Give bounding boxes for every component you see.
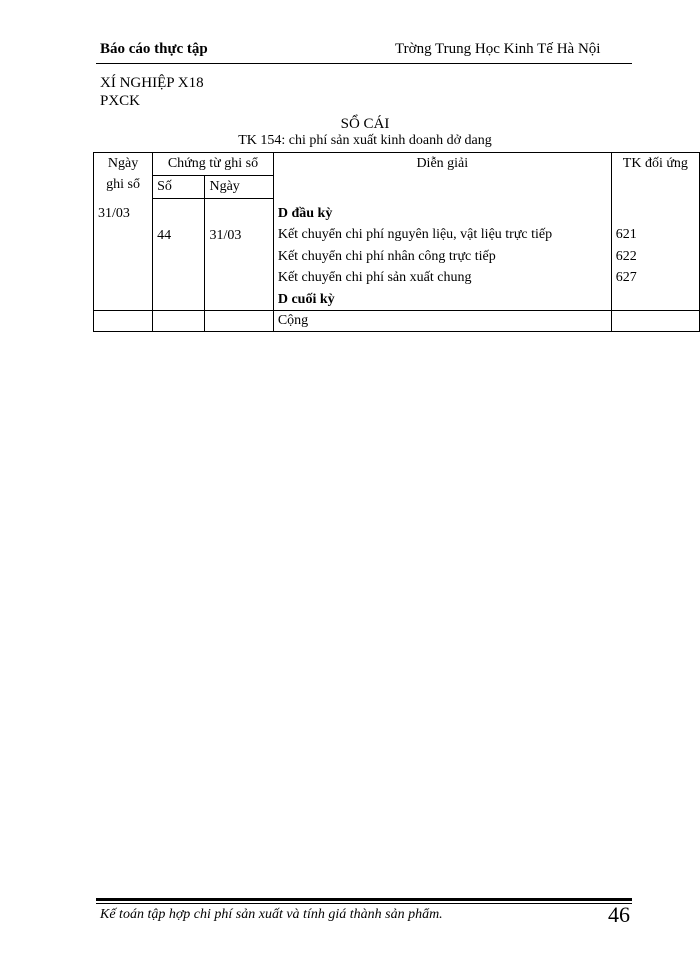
workshop-name: PXCK: [100, 93, 141, 109]
table-header-row: [94, 153, 700, 176]
cell-ngay: 31/03: [209, 227, 242, 243]
cell-tk: 622: [615, 248, 637, 264]
table-total-row: [94, 311, 700, 332]
header-chung-tu: Chứng từ ghi sổ: [153, 153, 274, 176]
header-dien-giai: Diễn giải: [273, 153, 611, 199]
ledger-table: [93, 152, 700, 332]
col-ngay: [205, 199, 273, 311]
cell-date: 31/03: [98, 205, 130, 221]
footer-text: Kế toán tập hợp chi phí sản xuất và tính giá thành sản phẩm.: [100, 907, 443, 922]
page-number: 46: [608, 902, 630, 927]
cell-tk: 621: [615, 227, 637, 242]
header-so: Số: [153, 176, 205, 199]
cell-desc-closing: D cuối kỳ: [277, 291, 335, 307]
header-ngay-ghi-so: [94, 153, 153, 199]
col-date: [94, 199, 153, 311]
ledger-subtitle: TK 154: chi phí sản xuất kinh doanh dở dang: [238, 133, 492, 148]
header-left-title: Báo cáo thực tập: [100, 41, 208, 57]
header-ngay-line1: Ngày: [107, 156, 139, 171]
cell-desc: Kết chuyển chi phí nhân công trực tiếp: [277, 248, 496, 264]
footer-divider-thick: [96, 898, 632, 901]
col-so: [153, 199, 205, 311]
col-dien-giai: [273, 199, 611, 311]
cell-desc: Kết chuyển chi phí nguyên liệu, vật liệu trực tiếp: [277, 227, 553, 242]
cell-tk: 627: [615, 270, 637, 285]
header-tk-doi-ung: TK đối ứng: [611, 153, 699, 199]
total-label: Cộng: [273, 311, 611, 332]
company-name: XÍ NGHIỆP X18: [100, 75, 204, 91]
col-tk-doi-ung: [611, 199, 699, 311]
header-divider: [96, 63, 632, 64]
table-body-row: [94, 199, 700, 311]
cell-desc-opening: D đầu kỳ: [277, 205, 333, 221]
cell-desc: Kết chuyển chi phí sản xuất chung: [277, 270, 472, 285]
footer-divider-thin: [96, 903, 632, 904]
cell-so: 44: [157, 227, 172, 243]
ledger-title: SỔ CÁI: [340, 116, 390, 132]
header-ngay-line2: ghi sổ: [106, 177, 140, 192]
header-ngay: Ngày: [205, 176, 273, 199]
header-school-name: Trờng Trung Học Kinh Tế Hà Nội: [395, 41, 601, 57]
